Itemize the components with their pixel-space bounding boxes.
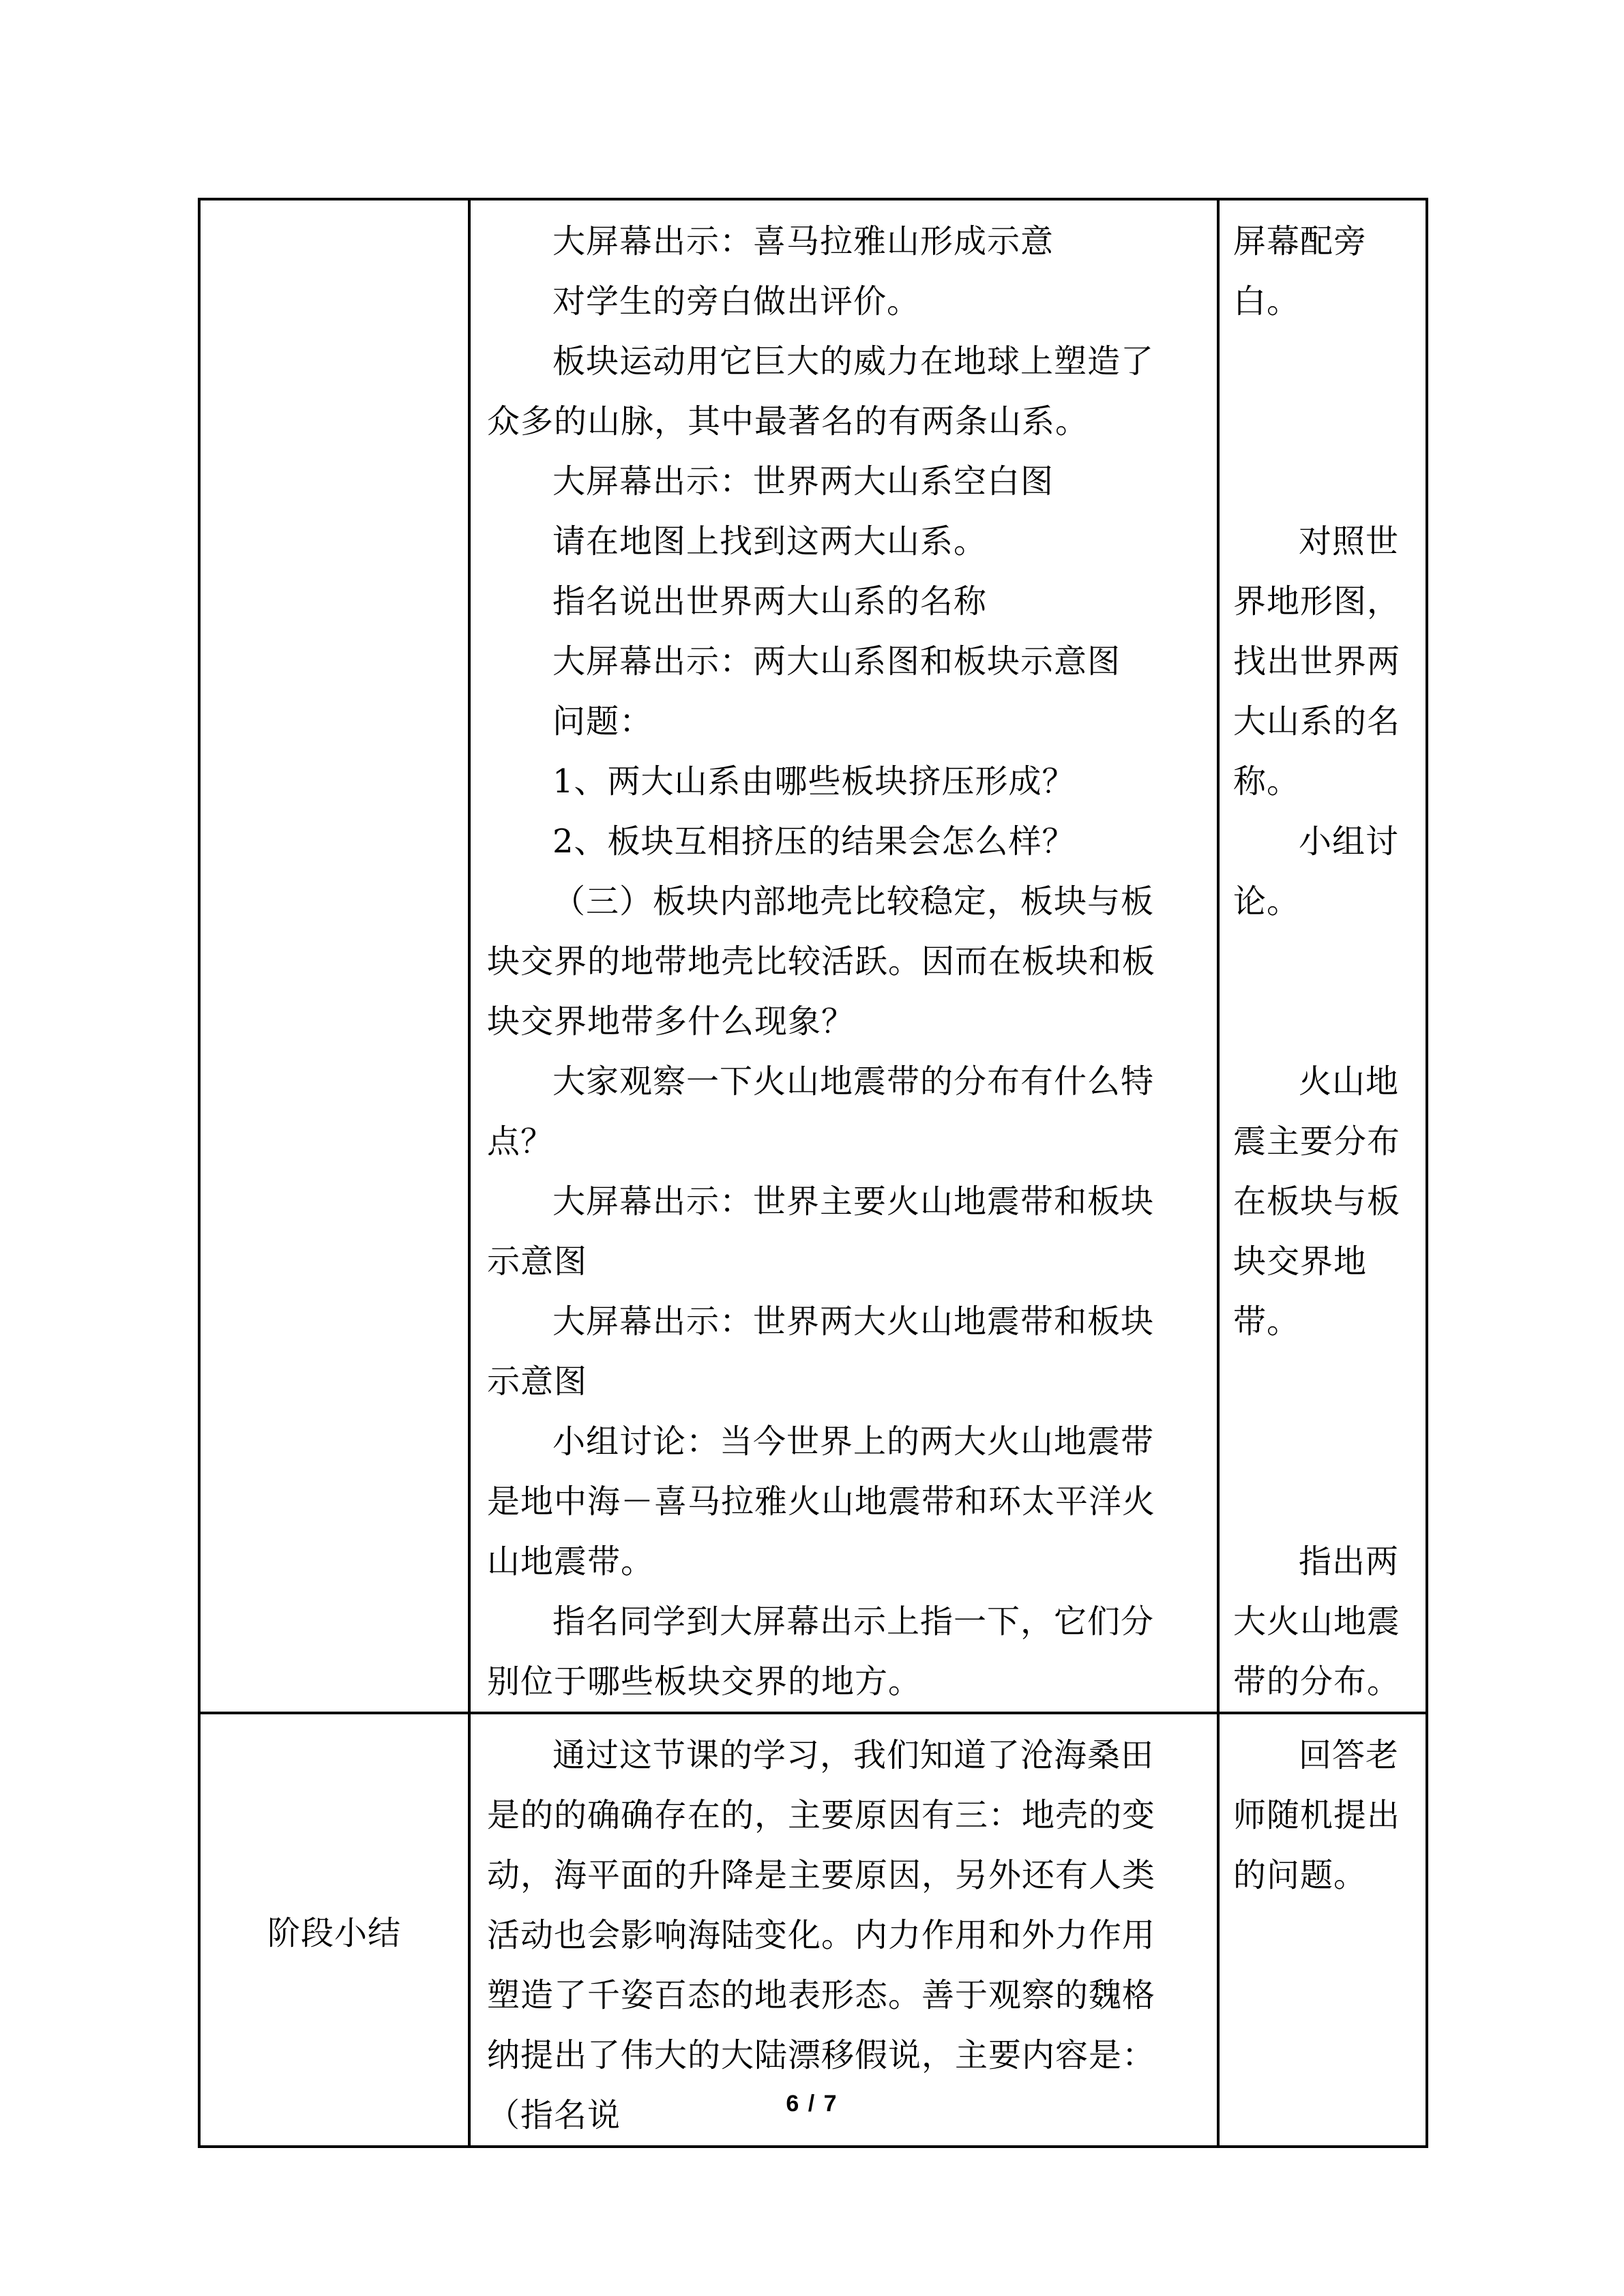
- student-paragraph: 屏幕配旁白。: [1233, 222, 1368, 320]
- table-row: [199, 199, 1427, 1713]
- student-paragraph: 指出两大火山地震带的分布。: [1233, 1542, 1401, 1701]
- teacher-paragraph: 问题：: [552, 702, 653, 741]
- teacher-paragraph: 请在地图上找到这两大山系。: [552, 522, 988, 561]
- teacher-paragraph: 大屏幕出示：世界两大火山地震带和板块示意图: [487, 1302, 1155, 1401]
- student-paragraph: 小组讨论。: [1233, 822, 1400, 921]
- teacher-paragraph: 大屏幕出示：世界主要火山地震带和板块示意图: [487, 1182, 1155, 1281]
- teacher-paragraph: 大屏幕出示：世界两大山系空白图: [552, 462, 1054, 501]
- stage-label: 阶段小结: [267, 1913, 401, 1952]
- teacher-paragraph: 对学生的旁白做出评价。: [552, 282, 921, 320]
- teacher-paragraph: 通过这节课的学习，我们知道了沧海桑田是的的确确存在的，主要原因有三：地壳的变动，海平面的升降是主要原因，另外还有人类活动也会影响海陆变化。内力作用和外力作用塑造了千姿百态的地表形态。善于观察的魏格纳提出了伟大的大陆漂移假说，主要内容是：（指名说: [487, 1736, 1156, 2134]
- stage-cell: [199, 1713, 469, 2147]
- teacher-paragraph: 指名说出世界两大山系的名称: [552, 582, 988, 621]
- student-activity-cell: [1218, 199, 1427, 1713]
- student-activity-cell: [1218, 1713, 1427, 2147]
- teacher-activity-cell: [469, 1713, 1218, 2147]
- lesson-plan-table: [198, 198, 1428, 2148]
- teacher-paragraph: 1、两大山系由哪些板块挤压形成？: [552, 762, 1076, 801]
- teacher-activity-cell: [469, 199, 1218, 1713]
- student-paragraph: 火山地震主要分布在板块与板块交界地带。: [1233, 1062, 1401, 1341]
- teacher-paragraph: 小组讨论：当今世界上的两大火山地震带是地中海－喜马拉雅火山地震带和环太平洋火山地震带。: [487, 1422, 1156, 1581]
- teacher-paragraph: 大屏幕出示：喜马拉雅山形成示意: [552, 222, 1054, 260]
- page-number: 6 / 7: [786, 2091, 838, 2117]
- teacher-paragraph: 板块运动用它巨大的威力在地球上塑造了众多的山脉，其中最著名的有两条山系。: [487, 342, 1155, 441]
- teacher-paragraph: 2、板块互相挤压的结果会怎么样？: [552, 822, 1076, 861]
- teacher-paragraph: （三）板块内部地壳比较稳定，板块与板块交界的地带地壳比较活跃。因而在板块和板块交界地带多什么现象？: [487, 882, 1156, 1041]
- teacher-paragraph: 大家观察一下火山地震带的分布有什么特点？: [487, 1062, 1155, 1161]
- teacher-paragraph: 大屏幕出示：两大山系图和板块示意图: [552, 642, 1121, 681]
- student-paragraph: 回答老师随机提出的问题。: [1233, 1736, 1401, 1894]
- student-paragraph: 对照世界地形图，找出世界两大山系的名称。: [1233, 522, 1401, 801]
- stage-cell: [199, 199, 469, 1713]
- table-row: [199, 1713, 1427, 2147]
- teacher-paragraph: 指名同学到大屏幕出示上指一下，它们分别位于哪些板块交界的地方。: [487, 1602, 1155, 1701]
